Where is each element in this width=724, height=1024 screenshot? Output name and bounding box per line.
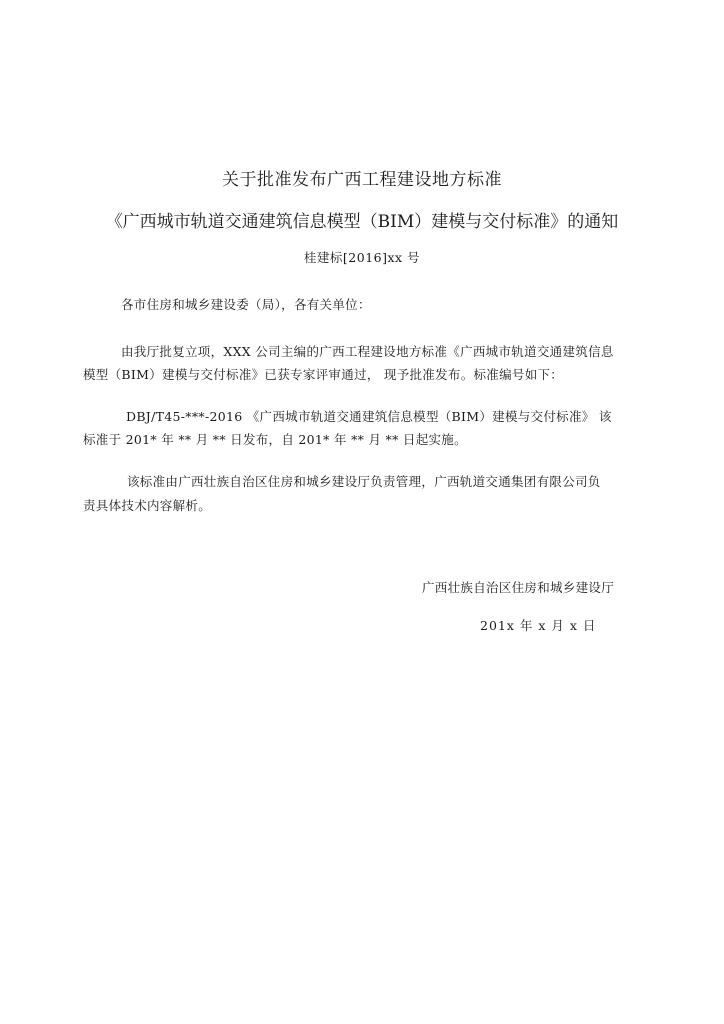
signature-organization: 广西壮族自治区住房和城乡建设厅 (422, 580, 615, 595)
paragraph-2-line-2: 标准于 201* 年 ** 月 ** 日发布，自 201* 年 ** 月 ** 日起实施。 (83, 432, 467, 447)
signature-date: 201x 年 x 月 x 日 (480, 618, 597, 633)
notice-title-line2: 《广西城市轨道交通建筑信息模型（BIM）建模与交付标准》的通知 (105, 212, 619, 232)
paragraph-3-line-2: 责具体技术内容解析。 (83, 498, 212, 513)
paragraph-1-line-2: 模型（BIM）建模与交付标准》已获专家评审通过， 现予批准发布。标准编号如下： (83, 367, 564, 382)
paragraph-2-line-1: DBJ/T45-***-2016 《广西城市轨道交通建筑信息模型（BIM）建模与交付标准》 该 (126, 409, 612, 424)
paragraph-3-line-1: 该标准由广西壮族自治区住房和城乡建设厅负责管理，广西轨道交通集团有限公司负 (127, 474, 601, 489)
paragraph-1-line-1: 由我厅批复立项，XXX 公司主编的广西工程建设地方标准《广西城市轨道交通建筑信息 (121, 344, 614, 359)
document-number: 桂建标[2016]xx 号 (303, 250, 421, 265)
notice-title-line1: 关于批准发布广西工程建设地方标准 (222, 170, 502, 190)
salutation: 各市住房和城乡建设委（局），各有关单位： (121, 297, 371, 312)
